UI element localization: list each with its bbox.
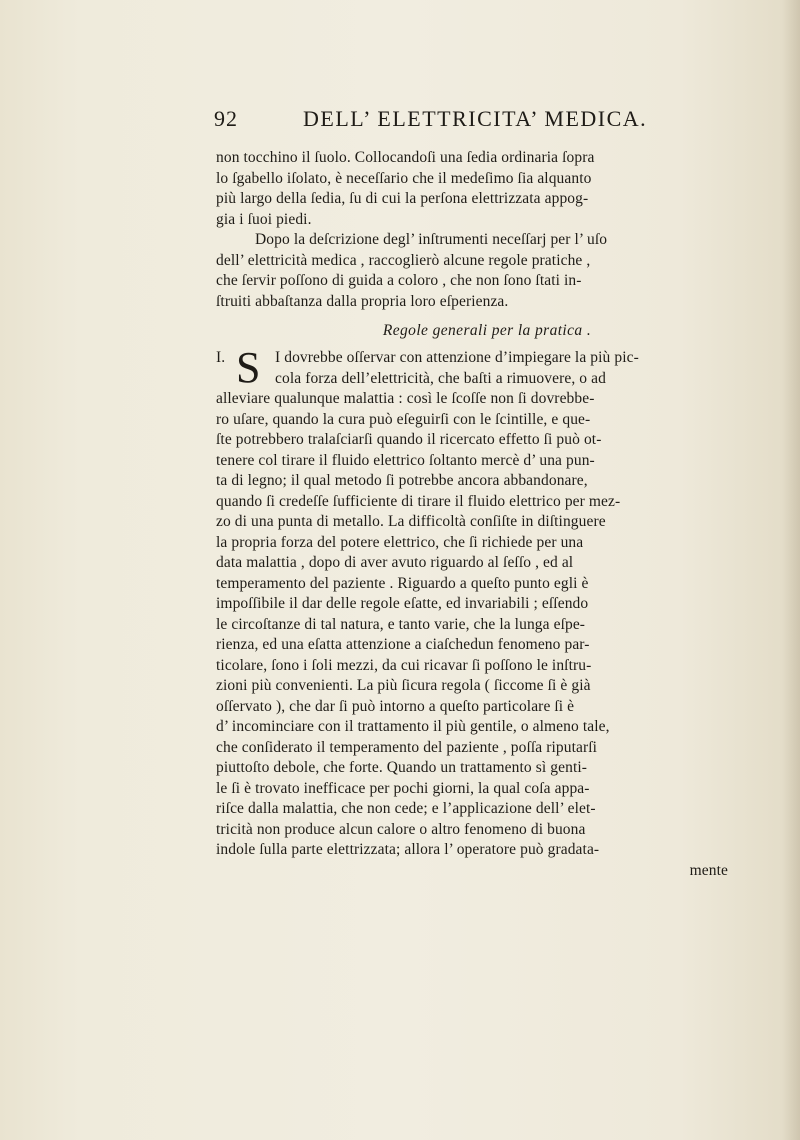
text-line: oſſervato ), che dar ſi può intorno a queſto particolare ſi è xyxy=(216,697,575,715)
text-line: più largo della ſedia, ſu di cui la perſona elettrizzata appog- xyxy=(216,190,589,207)
page-number: 92 xyxy=(214,106,238,131)
page-edge-shadow xyxy=(782,0,800,1140)
text-line: dell’ elettricità medica , raccoglierò alcune regole pratiche , xyxy=(216,251,591,269)
text-line: d’ incominciare con il trattamento il più gentile, o almeno tale, xyxy=(216,718,610,735)
text-line: rienza, ed una eſatta attenzione a ciaſchedun fenomeno par- xyxy=(216,636,590,653)
running-header xyxy=(0,106,800,142)
section-heading-text: Regole generali per la pratica . xyxy=(382,322,592,339)
text-line: I dovrebbe oſſervar con attenzione d’impiegare la più pic- xyxy=(275,349,639,366)
text-line: zioni più convenienti. La più ſicura regola ( ſiccome ſi è già xyxy=(216,677,591,694)
text-line: ſtruiti abbaſtanza dalla propria loro eſperienza. xyxy=(216,292,509,310)
text-line: che conſiderato il temperamento del paziente , poſſa riputarſi xyxy=(216,738,598,756)
text-line: tenere col tirare il fluido elettrico ſoltanto mercè d’ una pun- xyxy=(216,451,595,469)
text-line: alleviare qualunque malattia : così le ſcoſſe non ſi dovrebbe- xyxy=(216,390,595,407)
running-title: DELL’ ELETTRICITA’ MEDICA. xyxy=(303,106,648,131)
text-line: impoſſibile il dar delle regole eſatte, ed invariabili ; eſſendo xyxy=(216,595,589,612)
text-line: la propria forza del potere elettrico, che ſi richiede per una xyxy=(216,533,584,551)
text-line: temperamento del paziente . Riguardo a queſto punto egli è xyxy=(216,574,589,592)
text-line: non tocchino il ſuolo. Collocandoſi una ſedia ordinaria ſopra xyxy=(216,149,595,166)
text-line: gia i ſuoi piedi. xyxy=(216,210,312,228)
body-text xyxy=(216,148,746,881)
text-line: le circoſtanze di tal natura, e tanto varie, che la lunga eſpe- xyxy=(216,615,586,633)
text-line: ta di legno; il qual metodo ſi potrebbe ancora abbandonare, xyxy=(216,472,588,489)
text-line: cola forza dell’elettricità, che baſti a rimuovere, o ad xyxy=(275,369,606,387)
text-line: ſte potrebbero tralaſciarſi quando il ricercato effetto ſi può ot- xyxy=(216,431,602,448)
section-heading xyxy=(216,314,746,348)
text-line: riſce dalla malattia, che non cede; e l’applicazione dell’ elet- xyxy=(216,800,596,817)
catchword: mente xyxy=(689,861,728,879)
text-line: che ſervir poſſono di guida a coloro , che non ſono ſtati in- xyxy=(216,272,582,289)
text-line: quando ſi credeſſe ſufficiente di tirare il fluido elettrico per mez- xyxy=(216,492,621,510)
text-line: piuttoſto debole, che forte. Quando un trattamento sì genti- xyxy=(216,759,588,776)
text-line: lo ſgabello iſolato, è neceſſario che il medeſimo ſia alquanto xyxy=(216,169,592,187)
text-line: tricità non produce alcun calore o altro fenomeno di buona xyxy=(216,820,586,838)
text-line: ro uſare, quando la cura può eſeguirſi con le ſcintille, e que- xyxy=(216,410,591,428)
text-line: indole ſulla parte elettrizzata; allora l’ operatore può gradata- xyxy=(216,841,600,858)
text-line: data malattia , dopo di aver avuto riguardo al ſeſſo , ed al xyxy=(216,554,574,571)
text-line: ticolare, ſono i ſoli mezzi, da cui ricavar ſi poſſono le inſtru- xyxy=(216,656,592,674)
text-line: le ſi è trovato inefficace per pochi giorni, la qual coſa appa- xyxy=(216,779,590,797)
text-line: zo di una punta di metallo. La difficoltà conſiſte in diſtinguere xyxy=(216,513,606,530)
drop-cap: S xyxy=(236,343,261,392)
rule-number: I. xyxy=(216,349,226,366)
text-line: Dopo la deſcrizione degl’ inſtrumenti neceſſarj per l’ uſo xyxy=(255,231,608,248)
